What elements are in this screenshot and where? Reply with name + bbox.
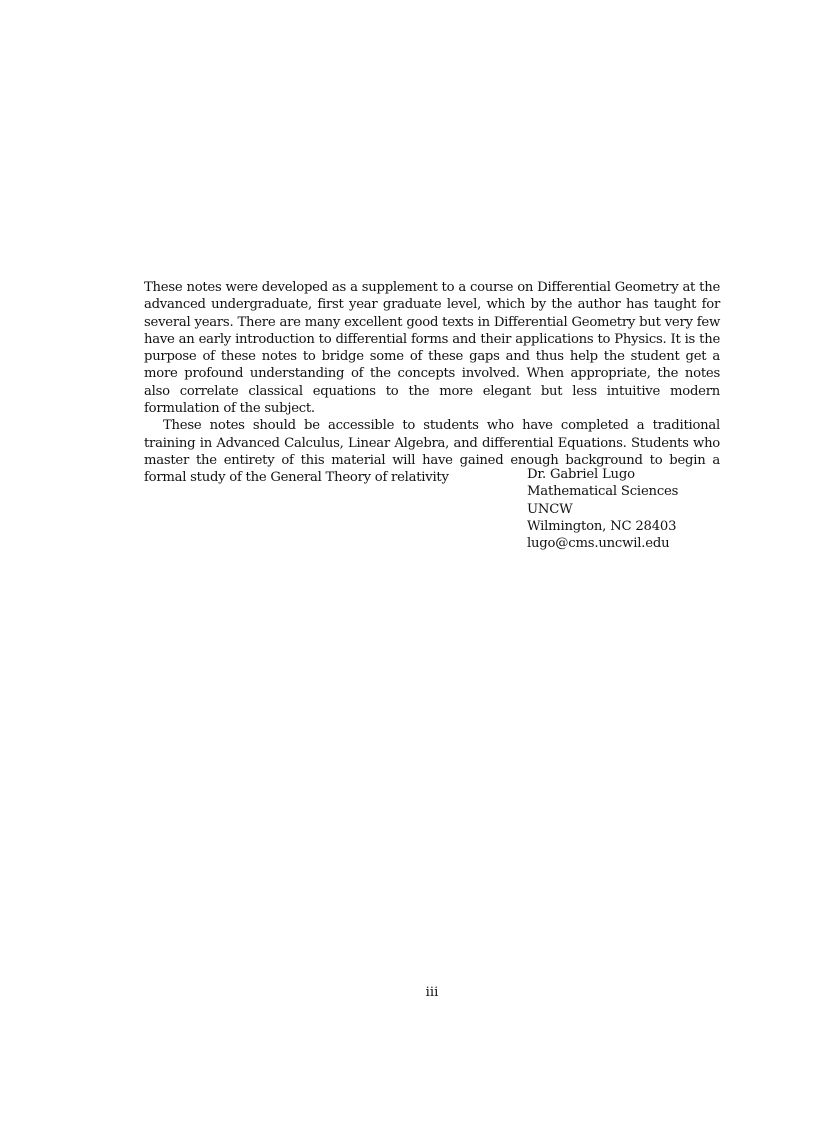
preface-paragraph-1: These notes were developed as a supplement to a course on Differential Geometry at the advanced undergraduate, first year graduate level, which by the author has taught for several years. There are many excellent good texts in Differential Geometry but very few have an early introduction to differential forms and their applications to Physics. It is the purpose of these notes to bridge some of these gaps and thus help the student get a more profound understanding of the concepts involved. When appropriate, the notes also correlate classical equations to the more elegant but less intuitive modern formulation of the subject.: [144, 280, 720, 417]
author-name: Dr. Gabriel Lugo: [527, 467, 635, 482]
page-number: iii: [425, 985, 439, 1000]
preface-text: [144, 279, 720, 487]
preface-paragraph-2: These notes should be accessible to students who have completed a traditional training in Advanced Calculus, Linear Algebra, and differential Equations. Students who master the entirety of this material will have gained enough background to begin a formal study of the General Theory of relativity: [144, 418, 720, 486]
author-institution: UNCW: [527, 501, 573, 517]
author-signature-block: [527, 466, 678, 552]
author-address: Wilmington, NC 28403: [527, 518, 677, 534]
author-department: Mathematical Sciences: [527, 484, 679, 500]
author-email: lugo@cms.uncwil.edu: [527, 536, 670, 552]
